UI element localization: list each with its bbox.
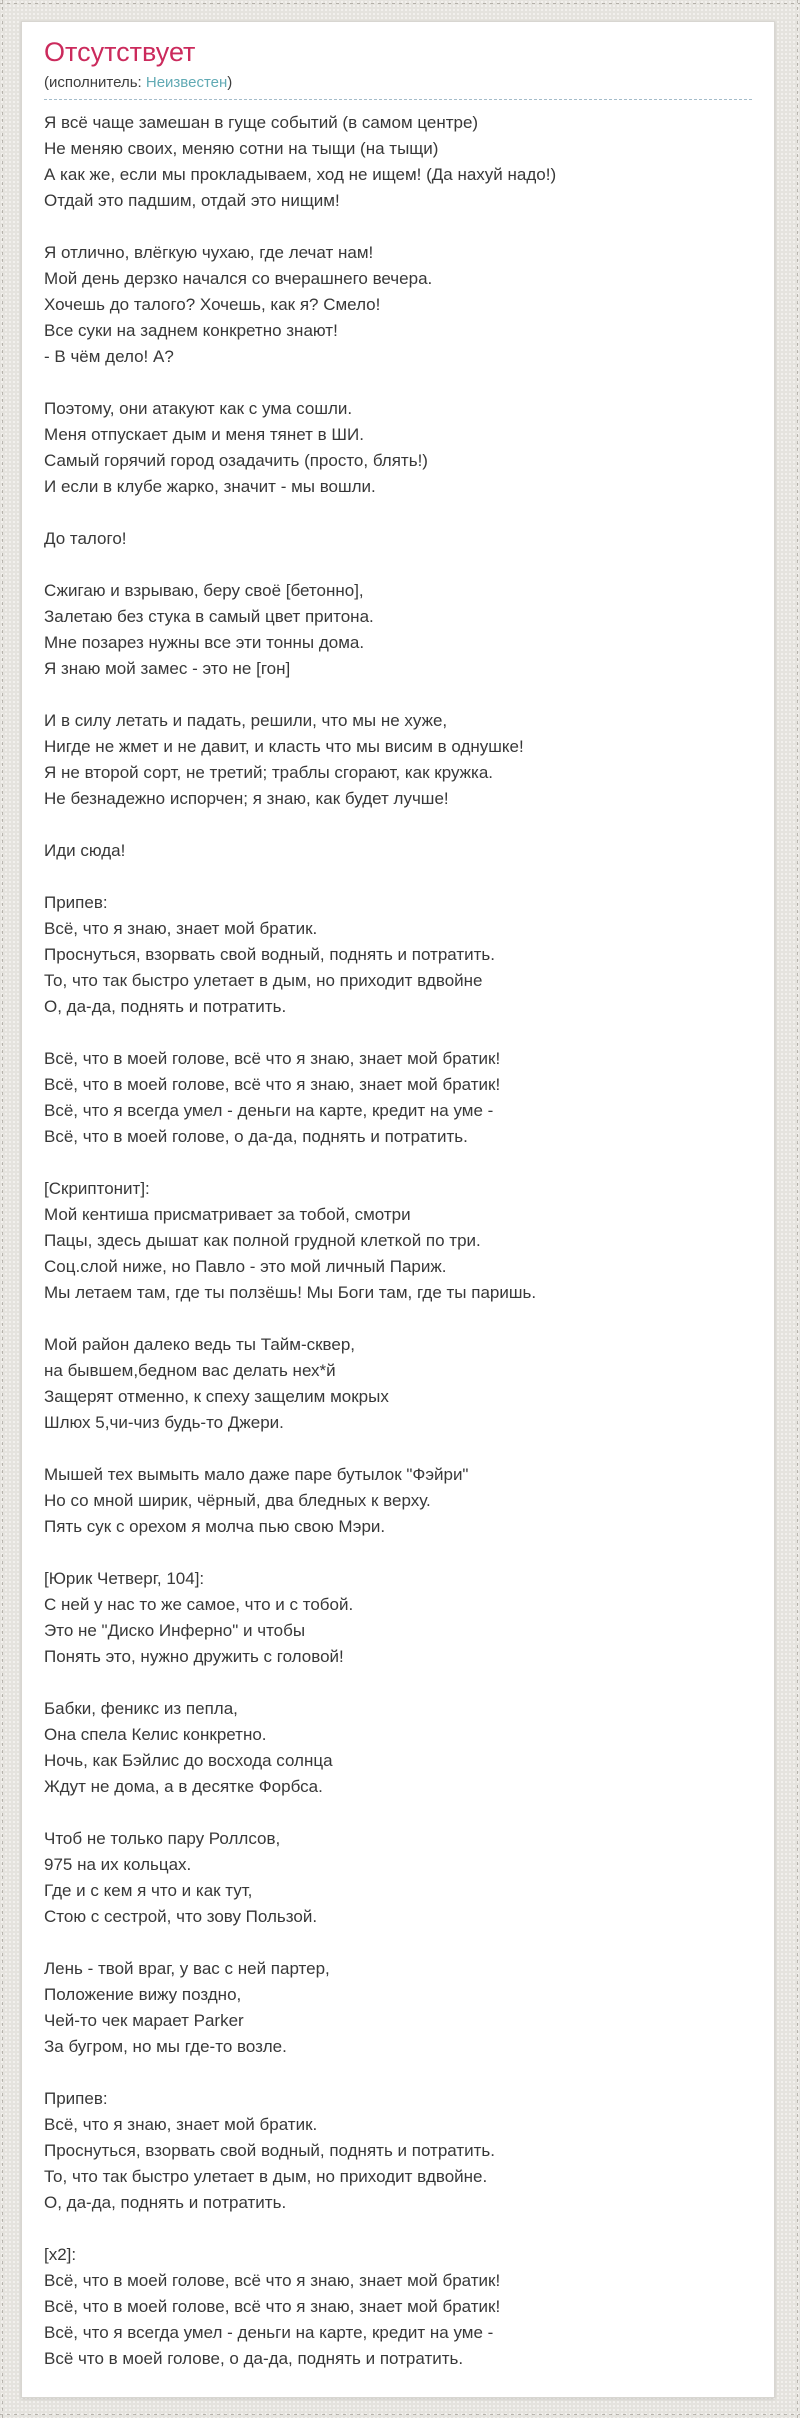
lyric-line: Меня отпускает дым и меня тянет в ШИ. xyxy=(44,425,364,444)
lyric-line: Это не "Диско Инферно" и чтобы xyxy=(44,1621,306,1640)
artist-label-prefix: (исполнитель: xyxy=(44,74,146,91)
lyric-line: Всё, что в моей голове, всё что я знаю, знает мой братик! xyxy=(44,2297,501,2316)
lyric-line: Понять это, нужно дружить с головой! xyxy=(44,1647,344,1666)
stanza xyxy=(44,1696,752,1800)
lyric-line: Всё, что в моей голове, всё что я знаю, знает мой братик! xyxy=(44,1075,501,1094)
lyric-line: Поэтому, они атакуют как с ума сошли. xyxy=(44,399,353,418)
stanza xyxy=(44,1046,752,1150)
lyric-line: Чей-то чек марает Parker xyxy=(44,2011,244,2030)
stanza xyxy=(44,2086,752,2216)
lyric-line: на бывшем,бедном вас делать нех*й xyxy=(44,1361,336,1380)
lyric-line: Я всё чаще замешан в гуще событий (в самом центре) xyxy=(44,113,479,132)
lyric-line: Всё, что в моей голове, о да-да, поднять и потратить. xyxy=(44,1127,468,1146)
lyric-line: Всё, что я знаю, знает мой братик. xyxy=(44,2115,318,2134)
lyric-line: И в силу летать и падать, решили, что мы не хуже, xyxy=(44,711,448,730)
lyric-line: Сжигаю и взрываю, беру своё [бетонно], xyxy=(44,581,364,600)
lyric-line: Защерят отменно, к спеху защелим мокрых xyxy=(44,1387,389,1406)
lyrics xyxy=(44,110,752,2372)
lyric-line: То, что так быстро улетает в дым, но приходит вдвойне. xyxy=(44,2167,488,2186)
lyric-line: За бугром, но мы где-то возле. xyxy=(44,2037,287,2056)
stanza xyxy=(44,1332,752,1436)
lyric-line: Лень - твой враг, у вас с ней партер, xyxy=(44,1959,330,1978)
stanza xyxy=(44,110,752,214)
lyric-line: Всё, что я всегда умел - деньги на карте, кредит на уме - xyxy=(44,1101,494,1120)
lyric-line: И если в клубе жарко, значит - мы вошли. xyxy=(44,477,376,496)
content-card xyxy=(21,21,775,2398)
stanza xyxy=(44,1956,752,2060)
lyric-line: Самый горячий город озадачить (просто, блять!) xyxy=(44,451,428,470)
lyric-line: Мы летаем там, где ты ползёшь! Мы Боги там, где ты паришь. xyxy=(44,1283,537,1302)
lyric-line: Она спела Келис конкретно. xyxy=(44,1725,267,1744)
artist-subtitle xyxy=(44,73,752,100)
lyric-line: О, да-да, поднять и потратить. xyxy=(44,2193,287,2212)
lyric-line: С ней у нас то же самое, что и с тобой. xyxy=(44,1595,354,1614)
stanza xyxy=(44,396,752,500)
stanza xyxy=(44,2242,752,2372)
stanza xyxy=(44,1462,752,1540)
stanza xyxy=(44,1566,752,1670)
stanza xyxy=(44,708,752,812)
lyric-line: Где и с кем я что и как тут, xyxy=(44,1881,253,1900)
lyric-line: [Юрик Четверг, 104]: xyxy=(44,1569,205,1588)
stanza xyxy=(44,1176,752,1306)
stanza xyxy=(44,1826,752,1930)
lyric-line: Не меняю своих, меняю сотни на тыщи (на тыщи) xyxy=(44,139,439,158)
lyric-line: О, да-да, поднять и потратить. xyxy=(44,997,287,1016)
lyric-line: Всё, что в моей голове, всё что я знаю, знает мой братик! xyxy=(44,2271,501,2290)
lyric-line: Всё, что я всегда умел - деньги на карте, кредит на уме - xyxy=(44,2323,494,2342)
lyric-line: Всё, что я знаю, знает мой братик. xyxy=(44,919,318,938)
lyric-line: Всё, что в моей голове, всё что я знаю, знает мой братик! xyxy=(44,1049,501,1068)
lyric-line: Мышей тех вымыть мало даже паре бутылок "Фэйри" xyxy=(44,1465,469,1484)
stitch-line-top xyxy=(0,3,800,4)
lyric-line: Мой район далеко ведь ты Тайм-сквер, xyxy=(44,1335,356,1354)
lyric-line: [x2]: xyxy=(44,2245,77,2264)
lyric-line: Проснуться, взорвать свой водный, поднять и потратить. xyxy=(44,945,495,964)
lyric-line: Я знаю мой замес - это не [гон] xyxy=(44,659,291,678)
artist-link[interactable]: Неизвестен xyxy=(145,74,228,91)
artist-label-suffix: ) xyxy=(227,74,233,91)
lyric-line: Чтоб не только пару Роллсов, xyxy=(44,1829,281,1848)
lyric-line: Шлюх 5,чи-чиз будь-то Джери. xyxy=(44,1413,284,1432)
lyric-line: Не безнадежно испорчен; я знаю, как будет лучше! xyxy=(44,789,449,808)
lyric-line: Все суки на заднем конкретно знают! xyxy=(44,321,338,340)
lyric-line: Мой день дерзко начался со вчерашнего вечера. xyxy=(44,269,433,288)
lyric-line: Я отлично, влёгкую чухаю, где лечат нам! xyxy=(44,243,374,262)
lyric-line: Стою с сестрой, что зову Пользой. xyxy=(44,1907,318,1926)
lyric-line: Проснуться, взорвать свой водный, поднять и потратить. xyxy=(44,2141,495,2160)
lyric-line: Иди сюда! xyxy=(44,841,126,860)
lyric-line: Но со мной ширик, чёрный, два бледных к верху. xyxy=(44,1491,431,1510)
lyric-line: То, что так быстро улетает в дым, но приходит вдвойне xyxy=(44,971,483,990)
lyric-line: Пять сук с орехом я молча пью свою Мэри. xyxy=(44,1517,386,1536)
lyric-line: Ждут не дома, а в десятке Форбса. xyxy=(44,1777,323,1796)
lyric-line: Мой кентиша присматривает за тобой, смотри xyxy=(44,1205,411,1224)
lyric-line: [Скриптонит]: xyxy=(44,1179,150,1198)
lyric-line: Положение вижу поздно, xyxy=(44,1985,242,2004)
lyric-line: Нигде не жмет и не давит, и класть что мы висим в однушке! xyxy=(44,737,524,756)
lyric-line: Припев: xyxy=(44,893,108,912)
lyric-line: Отдай это падшим, отдай это нищим! xyxy=(44,191,340,210)
lyric-line: Хочешь до талого? Хочешь, как я? Смело! xyxy=(44,295,381,314)
stitch-line-right xyxy=(797,0,798,2418)
stanza xyxy=(44,578,752,682)
page-title: Отсутствует xyxy=(44,37,196,67)
lyric-line: Бабки, феникс из пепла, xyxy=(44,1699,238,1718)
lyric-line: Припев: xyxy=(44,2089,108,2108)
lyric-line: - В чём дело! А? xyxy=(44,347,174,366)
lyric-line: А как же, если мы прокладываем, ход не ищем! (Да нахуй надо!) xyxy=(44,165,557,184)
lyric-line: 975 на их кольцах. xyxy=(44,1855,192,1874)
lyric-line: Всё что в моей голове, о да-да, поднять и потратить. xyxy=(44,2349,464,2368)
lyric-line: Залетаю без стука в самый цвет притона. xyxy=(44,607,374,626)
stanza xyxy=(44,890,752,1020)
lyric-line: Пацы, здесь дышат как полной грудной клеткой по три. xyxy=(44,1231,481,1250)
lyric-line: Соц.слой ниже, но Павло - это мой личный Париж. xyxy=(44,1257,447,1276)
stitch-line-bottom xyxy=(0,2414,800,2415)
lyric-line: Мне позарез нужны все эти тонны дома. xyxy=(44,633,365,652)
lyric-line: Я не второй сорт, не третий; траблы сгорают, как кружка. xyxy=(44,763,494,782)
stitch-line-left xyxy=(2,0,3,2418)
stanza xyxy=(44,526,752,552)
lyric-line: Ночь, как Бэйлис до восхода солнца xyxy=(44,1751,333,1770)
stanza xyxy=(44,838,752,864)
stanza xyxy=(44,240,752,370)
lyric-line: До талого! xyxy=(44,529,127,548)
